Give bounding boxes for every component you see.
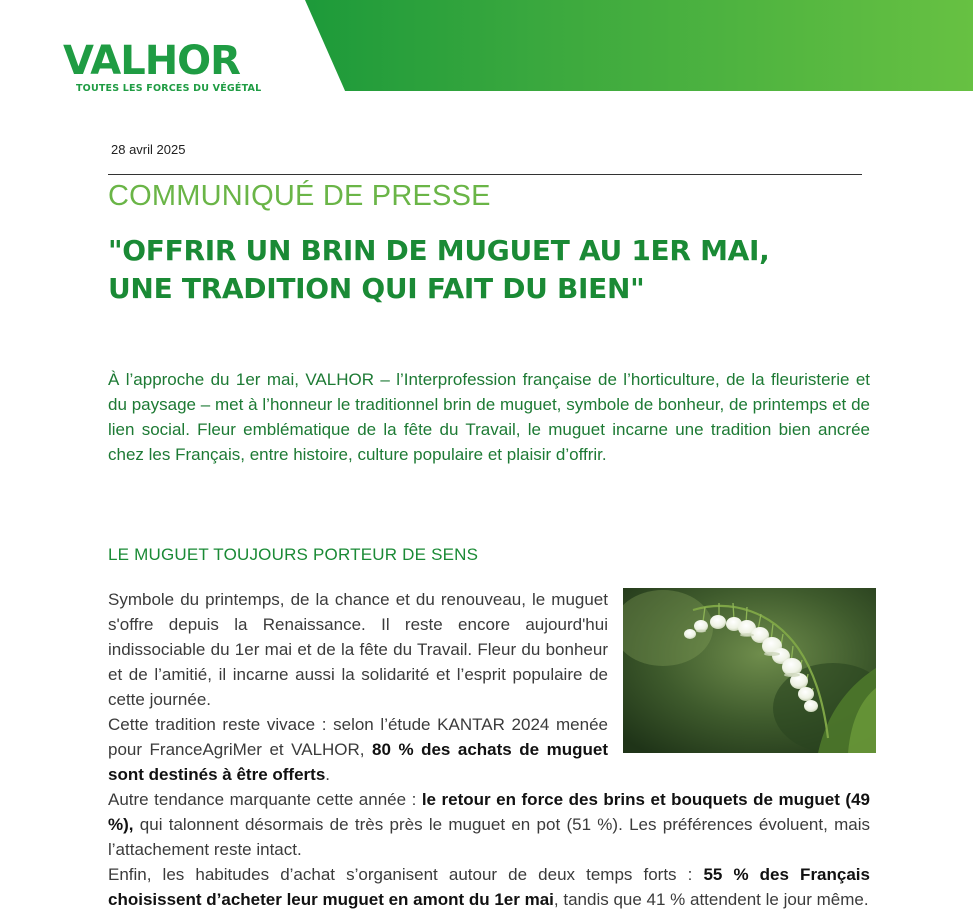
p3-text: Autre tendance marquante cette année :: [108, 790, 422, 809]
body-paragraph-2: [108, 712, 608, 787]
header-divider: [108, 174, 862, 175]
logo-wordmark: VALHOR: [63, 38, 240, 84]
press-release-label: COMMUNIQUÉ DE PRESSE: [108, 180, 491, 212]
page-title: [108, 232, 868, 308]
logo-tagline: TOUTES LES FORCES DU VÉGÉTAL: [76, 83, 262, 94]
headline-line-2: UNE TRADITION QUI FAIT DU BIEN": [108, 272, 645, 305]
body-paragraph-1: Symbole du printemps, de la chance et du renouveau, le muguet s'offre depuis la Renaissance. Il reste encore aujourd'hui indissociable du 1er mai et de la fête du Travail. Fleur du bonheur et de l’amitié, il incarne aussi la solidarité et l’esprit populaire de cette journée.: [108, 590, 608, 709]
body-paragraph-3: [108, 787, 870, 862]
headline-line-1: "OFFRIR UN BRIN DE MUGUET AU 1ER MAI,: [108, 234, 770, 267]
p3-highlight: le retour en force des brins et bouquets de muguet (49 %),: [108, 790, 870, 834]
p4-highlight: 55 % des Français choisissent d’acheter leur muguet en amont du 1er mai: [108, 865, 870, 909]
p2-end: .: [325, 765, 331, 784]
p3-text-end: qui talonnent désormais de très près le muguet en pot (51 %). Les préférences évoluent, mais l’attachement reste intact.: [108, 815, 870, 859]
p4-text-end: , tandis que 41 % attendent le jour même.: [553, 890, 869, 909]
p2-highlight: 80 % des achats de muguet sont destinés à être offerts: [108, 740, 608, 784]
release-date: 28 avril 2025: [111, 142, 186, 157]
valhor-logo: [63, 38, 262, 94]
header-green-banner: [305, 0, 973, 91]
p2-text: Cette tradition reste vivace : selon l’étude KANTAR 2024 menée pour FranceAgriMer et VALHOR,: [108, 715, 608, 759]
body-paragraph-4: [108, 862, 870, 912]
section-body: [108, 587, 870, 912]
p4-text: Enfin, les habitudes d’achat s’organisent autour de deux temps forts :: [108, 865, 704, 884]
lead-paragraph: À l’approche du 1er mai, VALHOR – l’Interprofession française de l’horticulture, de la fleuristerie et du paysage – met à l’honneur le traditionnel brin de muguet, symbole de bonheur, de printemps et de lien social. Fleur emblématique de la fête du Travail, le muguet incarne une tradition bien ancrée chez les Français, entre histoire, culture populaire et plaisir d’offrir.: [108, 370, 870, 464]
section-title: LE MUGUET TOUJOURS PORTEUR DE SENS: [108, 545, 479, 564]
